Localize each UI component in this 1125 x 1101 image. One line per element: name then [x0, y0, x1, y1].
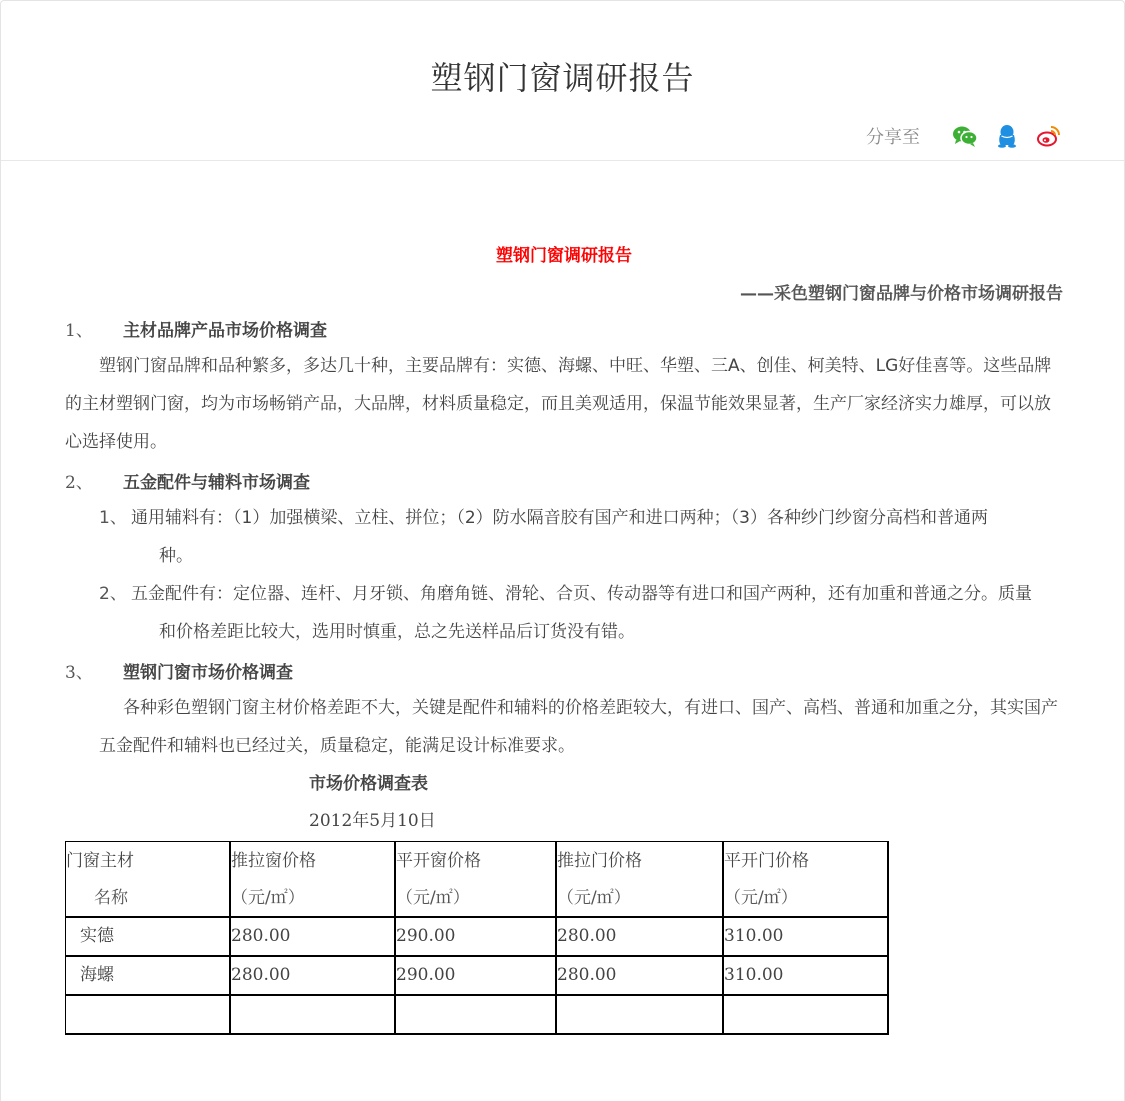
- header-line: 推拉窗价格: [231, 851, 316, 871]
- price-cell: 280.00: [230, 917, 395, 956]
- section-2-heading: [65, 461, 1063, 499]
- price-cell: [230, 995, 395, 1034]
- item-number: 2、: [99, 584, 127, 604]
- price-cell: 310.00: [723, 956, 888, 995]
- section-number: 3、: [65, 662, 93, 683]
- header-line: （元/㎡）: [724, 888, 798, 908]
- item-text-line: 种。: [159, 546, 193, 566]
- table-header-row: [66, 842, 889, 918]
- header-cell: [723, 842, 888, 918]
- brand-name-cell: 实德: [66, 917, 231, 956]
- header-cell: [556, 842, 723, 918]
- header-line: 平开窗价格: [396, 851, 481, 871]
- brand-name-cell: 海螺: [66, 956, 231, 995]
- section-2-item-1: [65, 499, 1063, 575]
- price-cell: 280.00: [556, 956, 723, 995]
- price-cell: 310.00: [723, 917, 888, 956]
- price-cell: [723, 995, 888, 1034]
- header-line: （元/㎡）: [396, 888, 470, 908]
- item-text-line: 通用辅料有：（1）加强横梁、立柱、拼位；（2）防水隔音胶有国产和进口两种；（3）各种纱门纱窗分高档和普通两: [131, 508, 988, 528]
- document-subtitle: ——采色塑钢门窗品牌与价格市场调研报告: [740, 284, 1063, 304]
- item-text-line: 和价格差距比较大，选用时慎重，总之先送样品后订货没有错。: [159, 622, 635, 642]
- header-cell: [66, 842, 231, 918]
- price-cell: [395, 995, 556, 1034]
- table-date: 2012年5月10日: [309, 811, 436, 831]
- table-row: [66, 917, 889, 956]
- header-cell: [230, 842, 395, 918]
- table-row: [66, 995, 889, 1034]
- qq-icon[interactable]: [994, 123, 1020, 149]
- price-cell: 280.00: [230, 956, 395, 995]
- brand-name-cell: [66, 995, 231, 1034]
- section-title: 主材品牌产品市场价格调查: [123, 320, 327, 341]
- wechat-icon[interactable]: [952, 123, 978, 149]
- price-cell: 290.00: [395, 956, 556, 995]
- header-line: （元/㎡）: [557, 888, 631, 908]
- section-2-item-2: [65, 575, 1063, 651]
- section-1-paragraph: 塑钢门窗品牌和品种繁多，多达几十种，主要品牌有：实德、海螺、中旺、华塑、三A、创佳、柯美特、LG好佳喜等。这些品牌的主材塑钢门窗，均为市场畅销产品，大品牌，材料质量稳定，而且美观适用，保温节能效果显著，生产厂家经济实力雄厚，可以放心选择使用。: [65, 356, 1052, 452]
- header-cell: [395, 842, 556, 918]
- section-title: 塑钢门窗市场价格调查: [123, 662, 293, 683]
- header-line: 推拉门价格: [557, 851, 642, 871]
- section-3-heading: [65, 651, 1063, 689]
- section-1-heading: [65, 309, 1063, 347]
- item-number: 1、: [99, 508, 127, 528]
- header-line: 名称: [94, 888, 128, 908]
- header-line: 门窗主材: [66, 851, 134, 871]
- weibo-icon[interactable]: [1036, 123, 1062, 149]
- table-title: 市场价格调查表: [309, 774, 428, 794]
- price-cell: [556, 995, 723, 1034]
- share-bar: [866, 123, 1062, 149]
- article-content: [65, 241, 1063, 1035]
- section-number: 1、: [65, 320, 93, 341]
- table-row: [66, 956, 889, 995]
- header-line: （元/㎡）: [231, 888, 305, 908]
- section-3-paragraph: 各种彩色塑钢门窗主材价格差距不大，关键是配件和辅料的价格差距较大，有进口、国产、高档、普通和加重之分，其实国产五金配件和辅料也已经过关，质量稳定，能满足设计标准要求。: [99, 698, 1058, 756]
- item-text-line: 五金配件有：定位器、连杆、月牙锁、角磨角链、滑轮、合页、传动器等有进口和国产两种，还有加重和普通之分。质量: [131, 584, 1032, 604]
- section-number: 2、: [65, 472, 93, 493]
- page-title: 塑钢门窗调研报告: [430, 59, 695, 97]
- header-line: 平开门价格: [724, 851, 809, 871]
- share-label: 分享至: [866, 127, 920, 148]
- section-title: 五金配件与辅料市场调查: [123, 472, 310, 493]
- document-title: 塑钢门窗调研报告: [496, 246, 632, 266]
- price-cell: 290.00: [395, 917, 556, 956]
- price-cell: 280.00: [556, 917, 723, 956]
- article-header: [1, 1, 1124, 161]
- price-table: [65, 841, 889, 1035]
